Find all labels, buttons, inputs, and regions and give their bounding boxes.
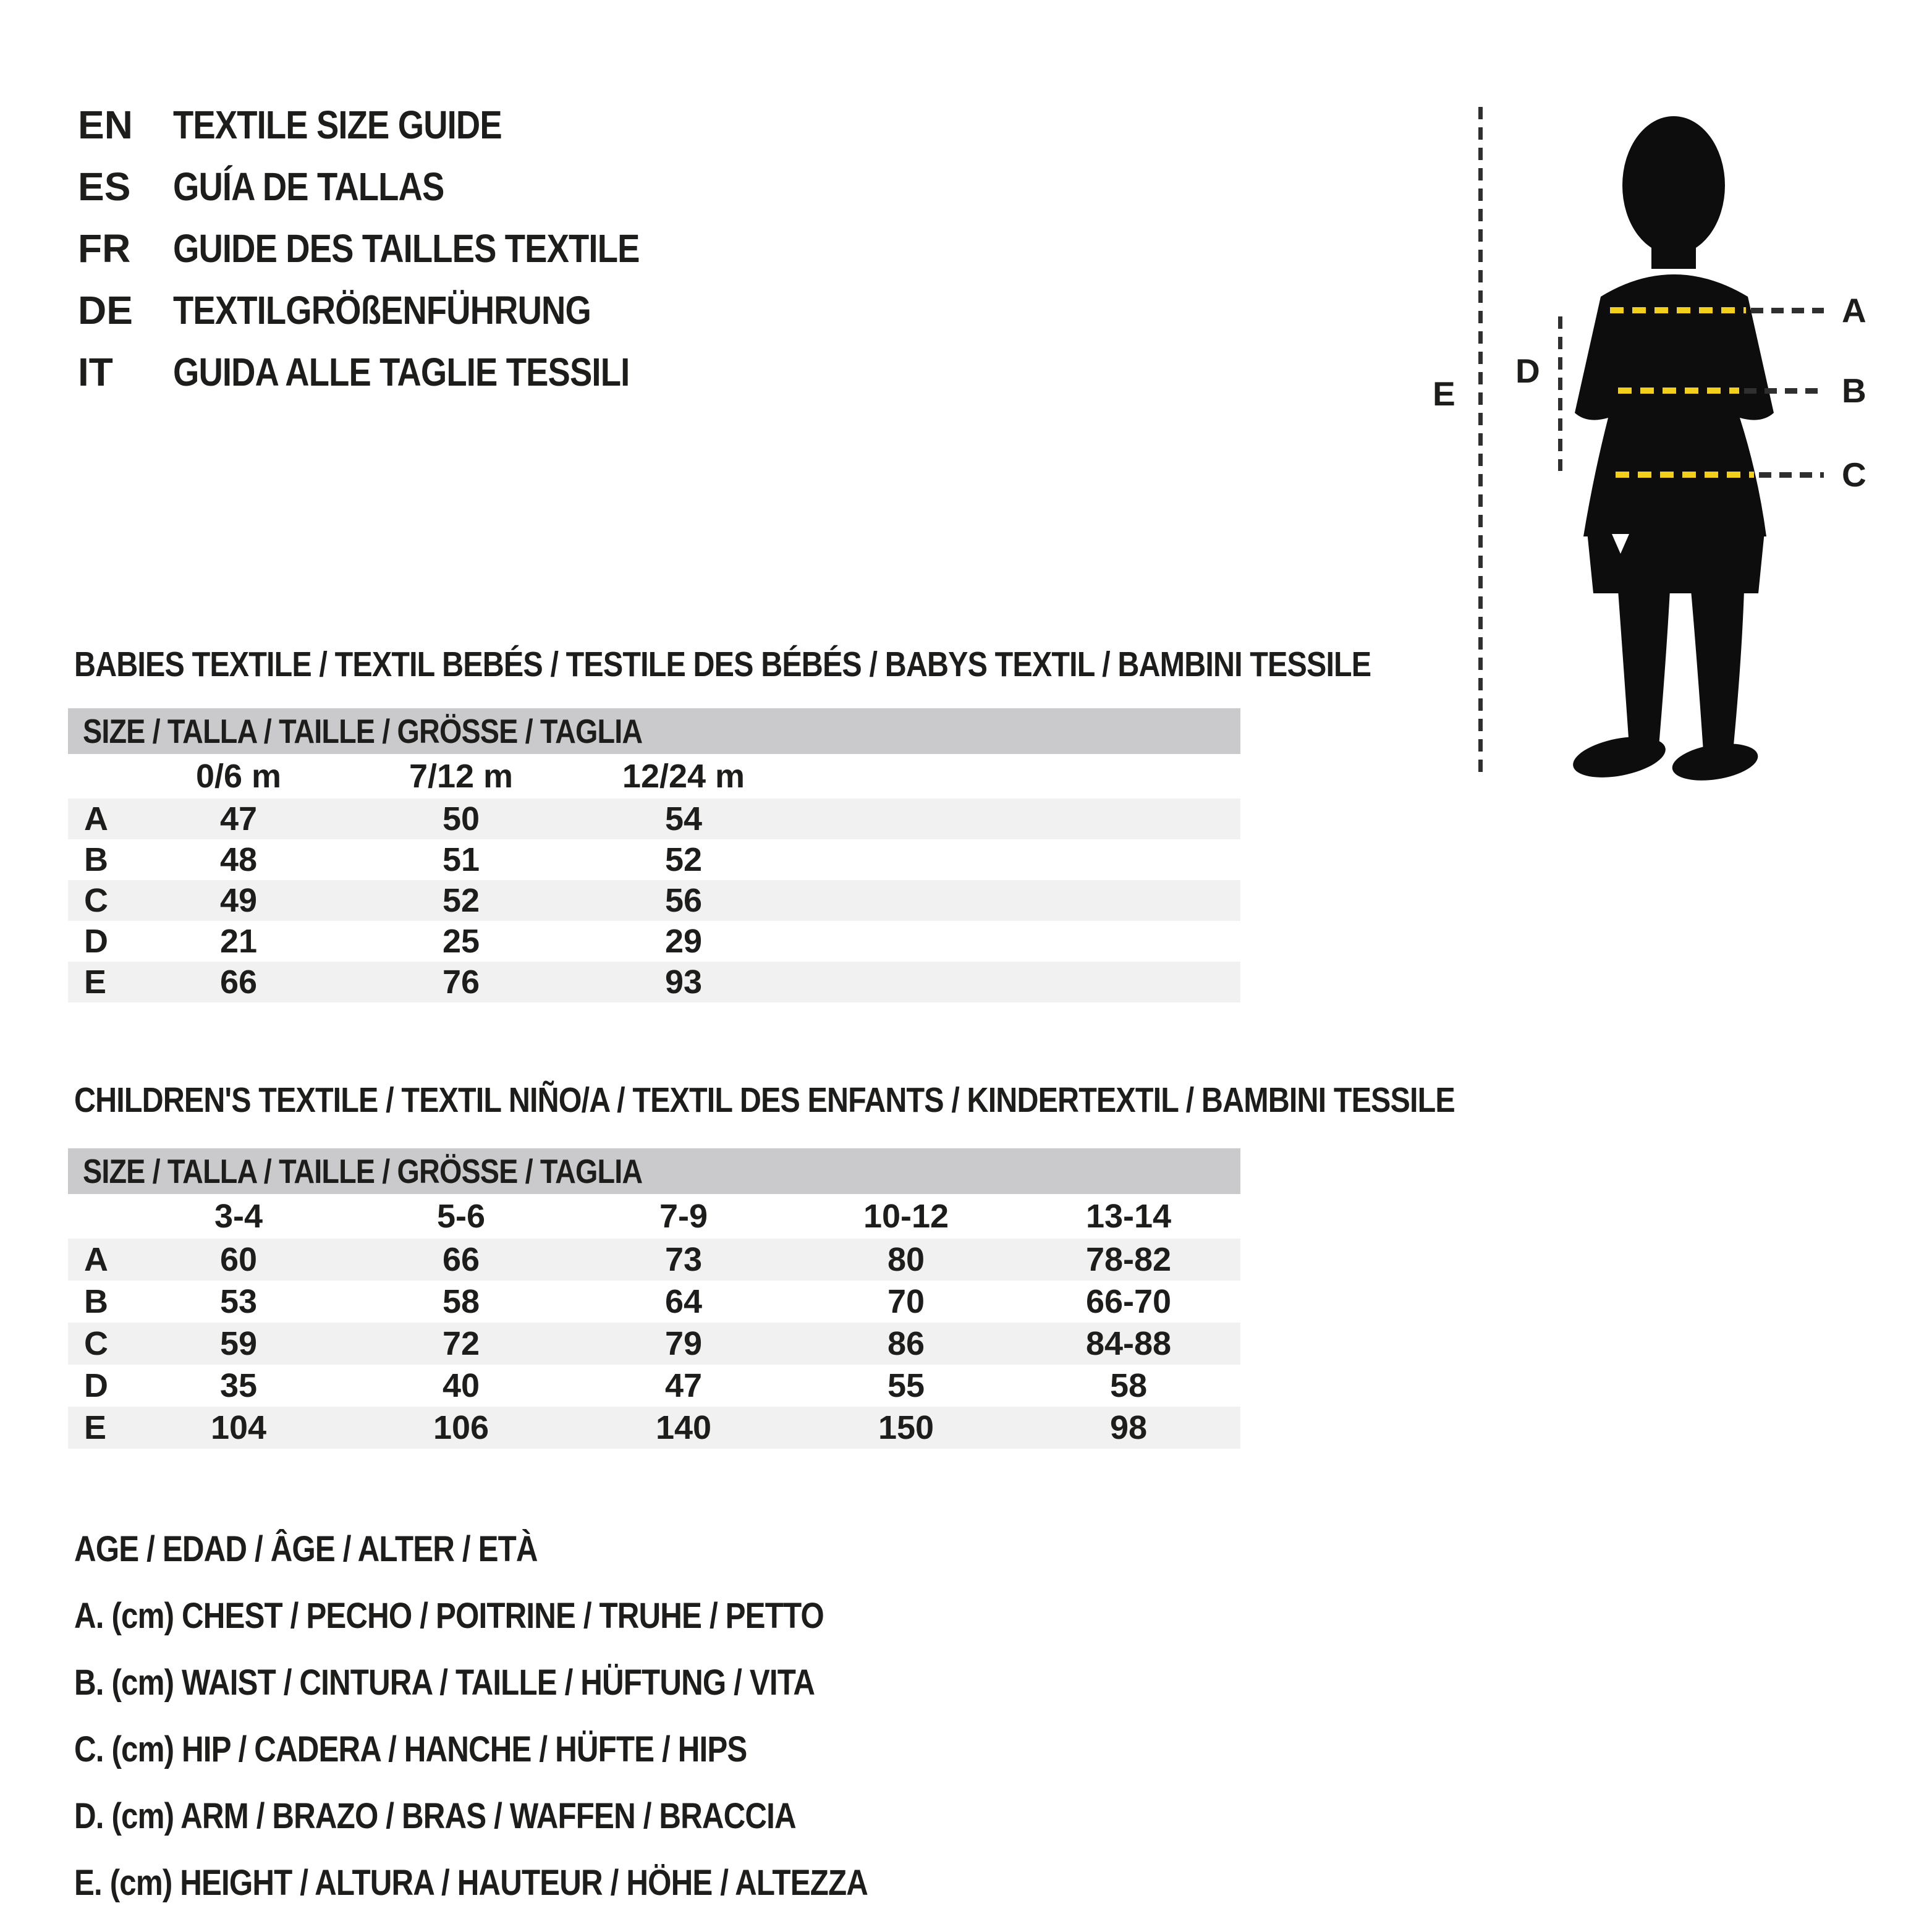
language-code-fr: FR (78, 226, 131, 271)
babies-table-row-c: C 49 52 56 (68, 880, 1240, 921)
children-column-header: 3-4 (214, 1198, 263, 1235)
marker-label-c: C (1842, 455, 1866, 494)
silhouette-neck (1651, 222, 1696, 269)
marker-label-d: D (1515, 352, 1540, 390)
children-column-header: 10-12 (863, 1198, 949, 1235)
language-line-fr (78, 218, 722, 279)
babies-table-row-d: D 21 25 29 (84, 923, 703, 960)
guide-title-de: TEXTILGRÖßENFÜHRUNG (173, 288, 591, 333)
babies-column-header: 12/24 m (622, 758, 745, 795)
arm-measure-line-d (1558, 316, 1562, 471)
silhouette-shirt (1575, 274, 1774, 536)
children-column-header: 7-9 (659, 1198, 708, 1235)
hip-connector-line-c (1759, 472, 1824, 478)
marker-label-b: B (1842, 371, 1866, 410)
hip-measure-line-c (1616, 472, 1754, 478)
babies-size-header-bar: SIZE / TALLA / TAILLE / GRÖSSE / TAGLIA (68, 708, 1240, 754)
children-table-row-d: D 35 40 47 55 58 (84, 1367, 1148, 1404)
children-size-header-bar: SIZE / TALLA / TAILLE / GRÖSSE / TAGLIA (68, 1148, 1240, 1194)
children-column-header: 5-6 (436, 1198, 486, 1235)
guide-title-en: TEXTILE SIZE GUIDE (173, 103, 502, 147)
children-section-title: CHILDREN'S TEXTILE / TEXTIL NIÑO/A / TEXTIL DES ENFANTS / KINDERTEXTIL / BAMBINI TESSILE (74, 1080, 1455, 1120)
marker-label-a: A (1842, 291, 1866, 329)
chest-connector-line-a (1751, 308, 1824, 313)
silhouette-right-shoe (1669, 738, 1760, 785)
babies-section-title: BABIES TEXTILE / TEXTIL BEBÉS / TESTILE DES BÉBÉS / BABYS TEXTIL / BAMBINI TESSILE (74, 645, 1371, 684)
babies-table-row-e: E 66 76 93 (68, 962, 1240, 1002)
legend-line-height: E. (cm) HEIGHT / ALTURA / HAUTEUR / HÖHE / ALTEZZA (74, 1862, 868, 1903)
children-table-row-c: C 59 72 79 86 84-88 (68, 1323, 1240, 1365)
language-code-de: DE (78, 288, 133, 333)
silhouette-right-leg (1691, 590, 1744, 752)
measurement-legend (74, 1515, 1008, 1916)
legend-line-hip: C. (cm) HIP / CADERA / HANCHE / HÜFTE / HIPS (74, 1729, 747, 1769)
waist-connector-line-b (1744, 388, 1824, 394)
language-code-es: ES (78, 164, 131, 209)
silhouette-shorts (1587, 532, 1765, 593)
language-code-it: IT (78, 350, 113, 394)
children-column-header: 13-14 (1085, 1198, 1172, 1235)
language-line-it (78, 341, 722, 403)
children-column-header-row (68, 1194, 1240, 1239)
children-table-row-e: E 104 106 140 150 98 (68, 1407, 1240, 1449)
chest-measure-line-a (1610, 307, 1746, 313)
language-line-de (78, 279, 722, 341)
children-table-row-b: B 53 58 64 70 66-70 (84, 1283, 1172, 1320)
guide-title-fr: GUIDE DES TAILLES TEXTILE (173, 226, 640, 271)
language-title-list (78, 94, 722, 403)
babies-table-row-a: A 47 50 54 (68, 799, 1240, 839)
marker-label-e: E (1433, 375, 1455, 413)
guide-title-it: GUIDA ALLE TAGLIE TESSILI (173, 350, 630, 394)
legend-line-chest: A. (cm) CHEST / PECHO / POITRINE / TRUHE / PETTO (74, 1595, 824, 1636)
babies-column-header: 0/6 m (195, 758, 282, 795)
language-line-es (78, 156, 722, 218)
silhouette-left-leg (1618, 590, 1670, 747)
language-code-en: EN (78, 103, 133, 147)
guide-title-es: GUÍA DE TALLAS (173, 164, 444, 209)
legend-line-waist: B. (cm) WAIST / CINTURA / TAILLE / HÜFTUNG / VITA (74, 1662, 815, 1703)
legend-line-arm: D. (cm) ARM / BRAZO / BRAS / WAFFEN / BRACCIA (74, 1795, 796, 1836)
children-table-row-a: A 60 66 73 80 78-82 (68, 1239, 1240, 1281)
babies-column-header: 7/12 m (409, 758, 514, 795)
legend-line-age: AGE / EDAD / ÂGE / ALTER / ETÀ (74, 1528, 538, 1569)
waist-measure-line-b (1618, 388, 1739, 394)
language-line-en (78, 94, 722, 156)
babies-column-header-row (68, 754, 1240, 799)
babies-table-row-b: B 48 51 52 (84, 841, 703, 878)
